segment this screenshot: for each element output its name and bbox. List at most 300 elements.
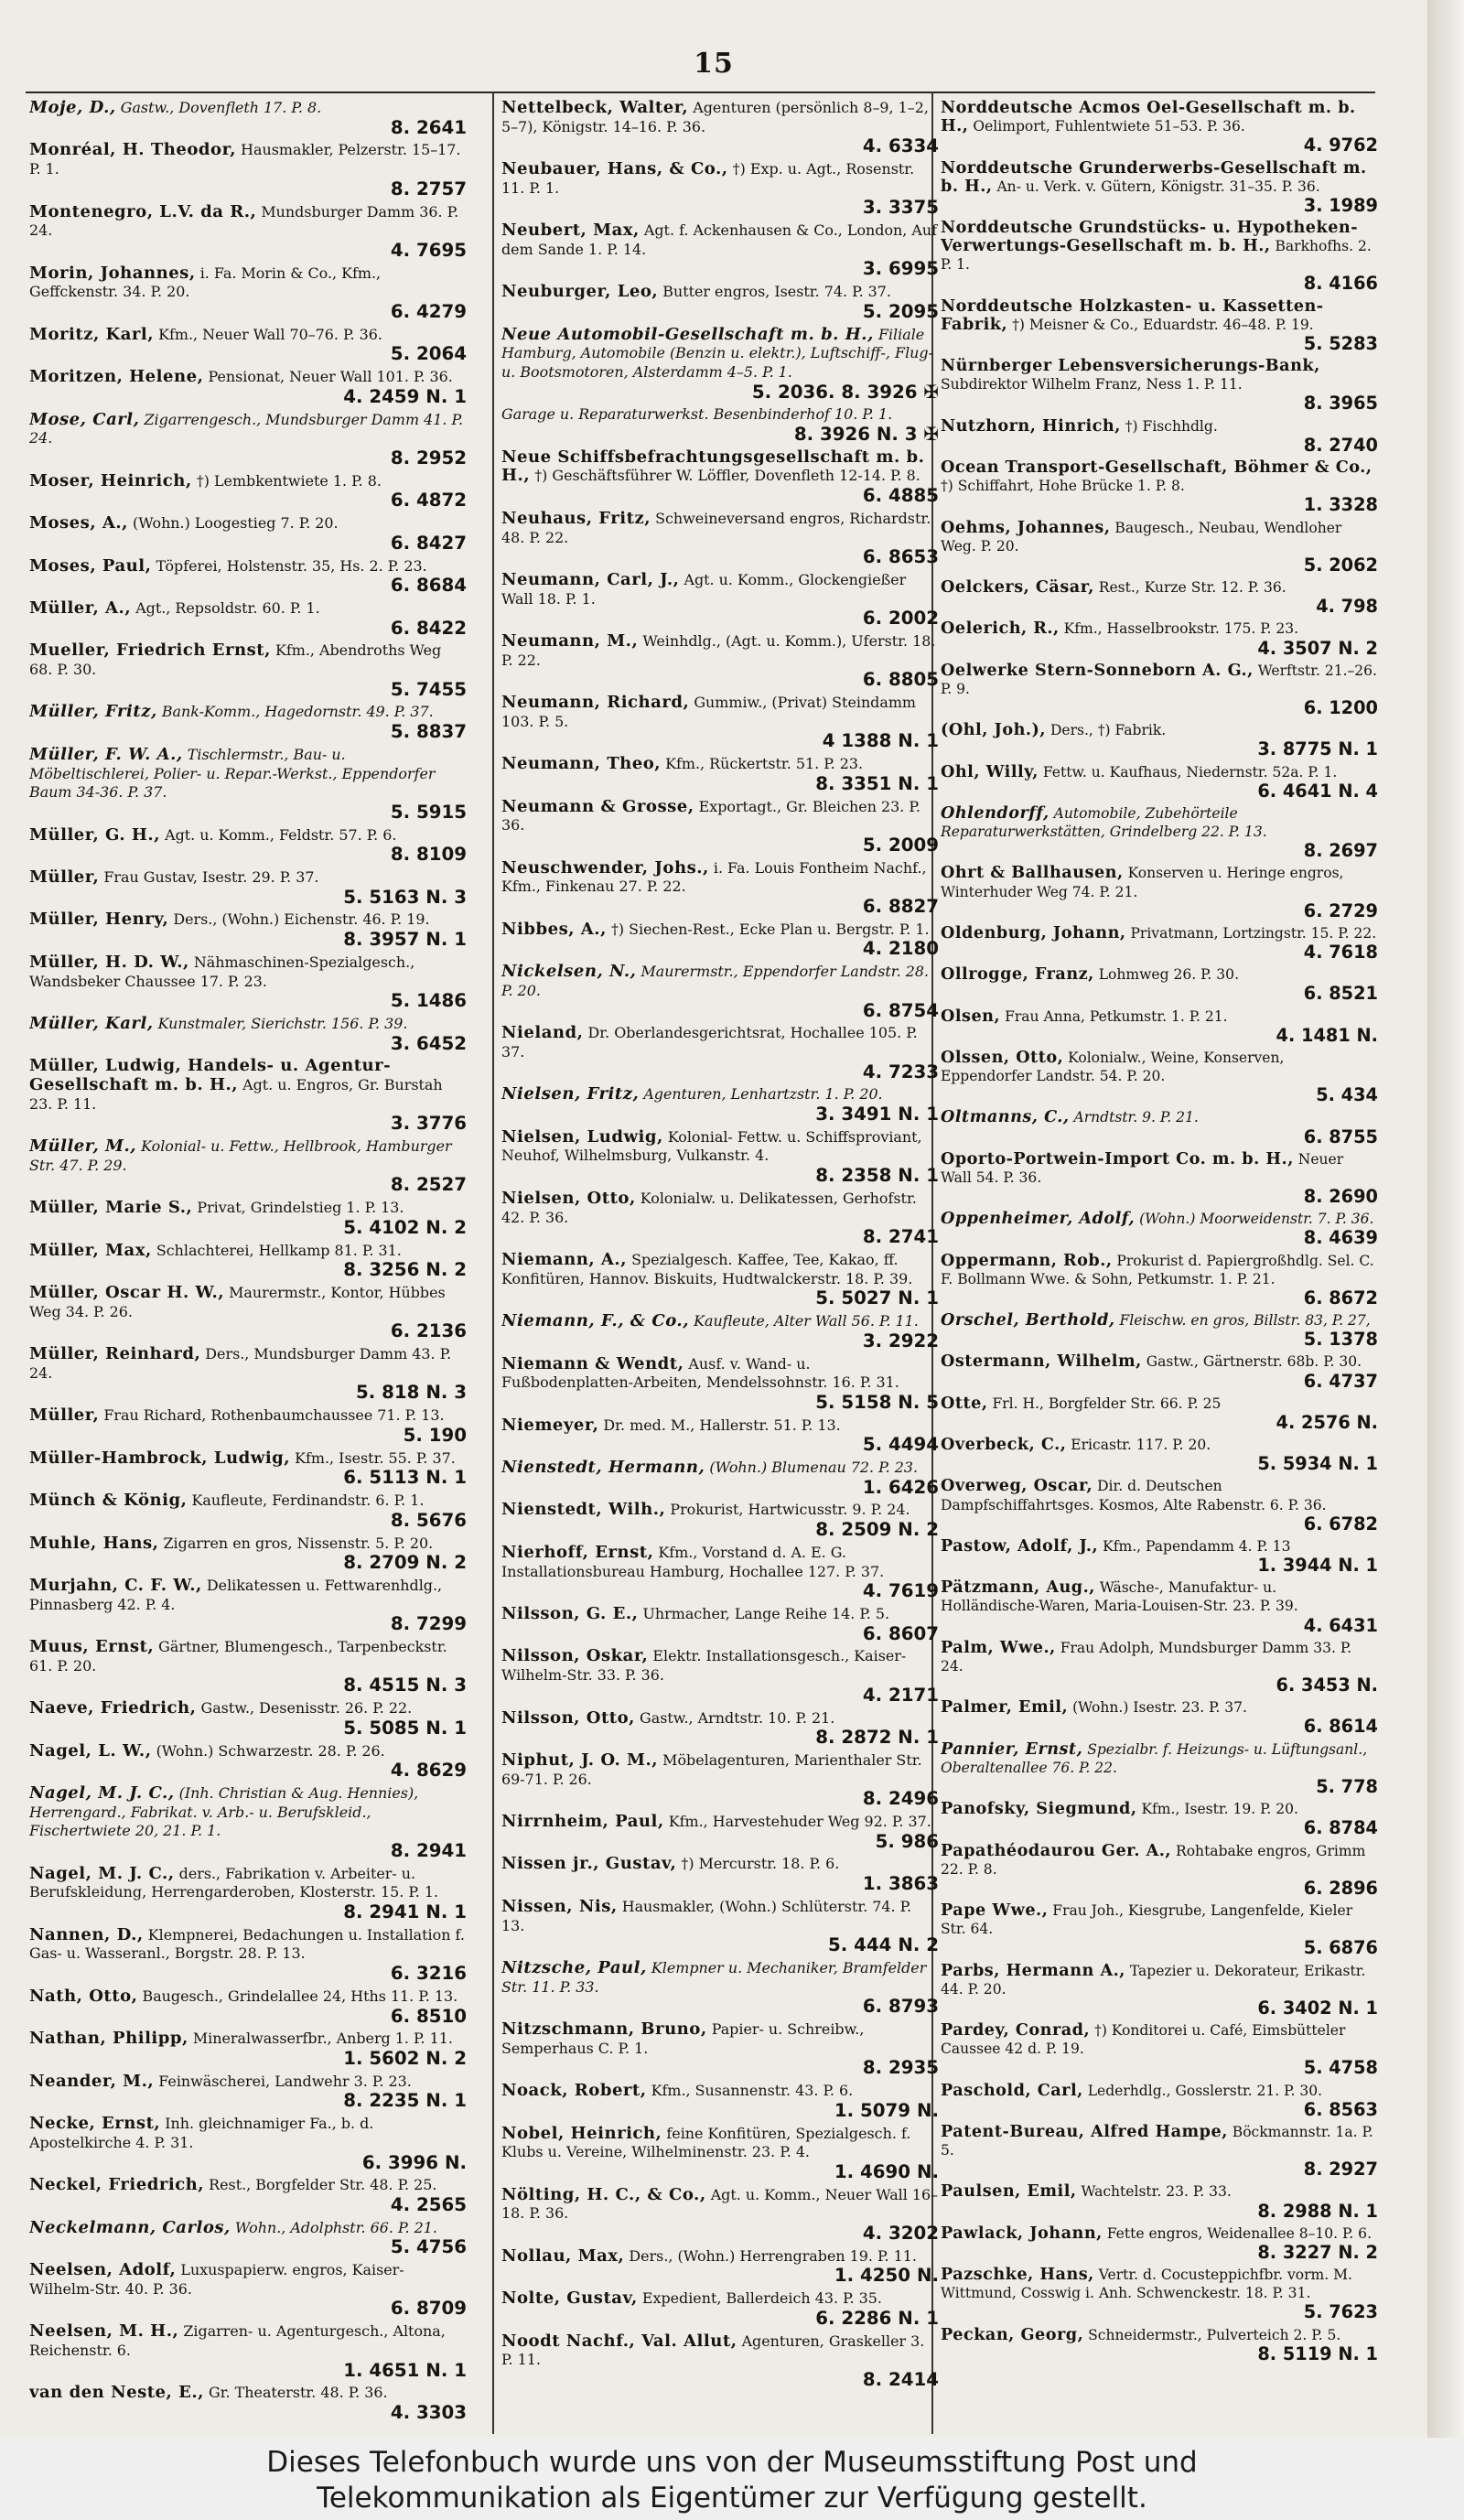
entry-phone-number: 6. 8427 bbox=[390, 532, 467, 554]
directory-entry bbox=[29, 1406, 467, 1445]
directory-entry bbox=[941, 2021, 1378, 2077]
entry-phone-number: 4. 7618 bbox=[1303, 942, 1378, 963]
entry-phone-number: 1. 5602 N. 2 bbox=[343, 2048, 467, 2069]
entry-phone-number: 5. 2036. 8. 3926 ✠ bbox=[751, 381, 939, 403]
entry-details: Kolonial- u. Fettw., Hellbrook, Hamburger Str. 47. P. 29. bbox=[29, 1137, 452, 1174]
entry-details: †) Meisner & Co., Eduardstr. 46–48. P. 19. bbox=[1012, 316, 1314, 333]
entry-phone-number: 6. 8793 bbox=[862, 1996, 939, 2017]
entry-details: Agenturen (persönlich 8–9, 1–2, 5–7), Königstr. 14–16. P. 36. bbox=[501, 99, 929, 135]
directory-entry bbox=[501, 1813, 939, 1851]
directory-entry bbox=[501, 2289, 939, 2328]
directory-entry bbox=[501, 2247, 939, 2286]
directory-entry bbox=[29, 1137, 467, 1195]
directory-entry bbox=[501, 1855, 939, 1893]
entry-details: Schneidermstr., Pulverteich 2. P. 5. bbox=[1088, 2326, 1341, 2343]
entry-phone-number: 6. 3216 bbox=[390, 1963, 467, 1984]
entry-name: Pazschke, Hans, bbox=[941, 2266, 1094, 2285]
entry-details: feine Konfitüren, Spezialgesch. f. Klubs u. Vereine, Wilhelminenstr. 23. P. 4. bbox=[501, 2124, 911, 2161]
directory-entry bbox=[501, 798, 939, 856]
entry-details: Agt. f. Ackenhausen & Co., London, Auf dem Sande 1. P. 14. bbox=[501, 221, 938, 258]
entry-name: Müller, Oscar H. W., bbox=[29, 1284, 225, 1303]
entry-phone-number: 6. 8754 bbox=[862, 999, 939, 1021]
entry-details: Fette engros, Weidenallee 8–10. P. 6. bbox=[1106, 2224, 1372, 2242]
entry-details: Agt. u. Komm., Glockengießer Wall 18. P. 1. bbox=[501, 570, 907, 608]
entry-details: Agenturen, Graskeller 3. P. 11. bbox=[501, 2332, 925, 2369]
entry-name: Moritzen, Helene, bbox=[29, 368, 204, 387]
entry-name: Neue Automobil-Gesellschaft m. b. H., bbox=[501, 325, 874, 344]
entry-details: Wäsche-, Manufaktur- u. Holländische-Waren, Maria-Louisen-Str. 23. P. 39. bbox=[941, 1579, 1298, 1615]
entry-phone-number: 8. 2709 N. 2 bbox=[343, 1552, 467, 1573]
directory-entry bbox=[941, 219, 1378, 293]
entry-phone-number: 5. 1378 bbox=[1303, 1329, 1378, 1350]
entry-details: Maurermstr., Eppendorfer Landstr. 28. P. 20. bbox=[501, 963, 930, 999]
entry-name: Ostermann, Wilhelm, bbox=[941, 1352, 1142, 1372]
entry-name: Patent-Bureau, Alfred Hampe, bbox=[941, 2122, 1228, 2141]
directory-entry bbox=[941, 965, 1378, 1003]
entry-details: Wachtelstr. 23. P. 33. bbox=[1081, 2183, 1232, 2201]
directory-entry bbox=[29, 703, 467, 741]
entry-name: Nathan, Philipp, bbox=[29, 2030, 188, 2049]
entry-details: Prokurist d. Papiergroßhdlg. Sel. C. F. Bollmann Wwe. & Sohn, Petkumstr. 1. P. 21. bbox=[941, 1252, 1374, 1287]
directory-entry bbox=[941, 1962, 1378, 2018]
entry-name: Oppenheimer, Adolf, bbox=[941, 1210, 1136, 1229]
entry-phone-number: 6. 8614 bbox=[1303, 1716, 1378, 1737]
directory-entry bbox=[501, 755, 939, 793]
entry-phone-number: 6. 8784 bbox=[1303, 1817, 1378, 1838]
entry-phone-number: 6. 4279 bbox=[390, 300, 467, 322]
entry-phone-number: 8. 7299 bbox=[390, 1613, 467, 1634]
entry-name: Otte, bbox=[941, 1394, 988, 1413]
directory-entry bbox=[29, 641, 467, 699]
entry-phone-number: 5. 5915 bbox=[390, 801, 467, 823]
entry-details: Frau Adolph, Mundsburger Damm 33. P. 24. bbox=[941, 1639, 1352, 1675]
entry-details: †) Mercurstr. 18. P. 6. bbox=[681, 1855, 840, 1873]
entry-name: Müller, Marie S., bbox=[29, 1199, 193, 1218]
directory-entry bbox=[941, 578, 1378, 616]
entry-phone-number: 4. 3202 bbox=[862, 2222, 939, 2244]
entry-phone-number: 4. 7695 bbox=[390, 239, 467, 261]
entry-name: Nibbes, A., bbox=[501, 920, 607, 939]
entry-name: Neelsen, Adolf, bbox=[29, 2261, 177, 2280]
entry-name: Oporto-Portwein-Import Co. m. b. H., bbox=[941, 1149, 1294, 1168]
entry-name: Neumann, Richard, bbox=[501, 694, 690, 713]
directory-entry bbox=[29, 411, 467, 468]
entry-details: Frau Joh., Kiesgrube, Langenfelde, Kieler Str. 64. bbox=[941, 1902, 1353, 1938]
entry-name: Ohlendorff, bbox=[941, 803, 1050, 823]
directory-entry bbox=[941, 1901, 1378, 1957]
directory-entry bbox=[941, 519, 1378, 575]
entry-details: Gastw., Gärtnerstr. 68b. P. 30. bbox=[1146, 1353, 1362, 1371]
entry-name: Moser, Heinrich, bbox=[29, 471, 192, 490]
entry-name: Nürnberger Lebensversicherungs-Bank, bbox=[941, 357, 1320, 376]
entry-name: Niemann, F., & Co., bbox=[501, 1312, 690, 1331]
entry-details: Lederhdlg., Gosslerstr. 21. P. 30. bbox=[1087, 2082, 1323, 2099]
entry-phone-number: 1. 4651 N. 1 bbox=[343, 2359, 467, 2381]
entry-name: Pannier, Ernst, bbox=[941, 1739, 1083, 1759]
entry-details: Kunstmaler, Sierichstr. 156. P. 39. bbox=[157, 1015, 408, 1032]
entry-details: Garage u. Reparaturwerkst. Besenbinderhof 10. P. 1. bbox=[501, 405, 893, 424]
entry-phone-number: 8. 2690 bbox=[1303, 1186, 1378, 1207]
entry-name: Nissen, Nis, bbox=[501, 1897, 618, 1916]
entry-phone-number: 8. 2927 bbox=[1303, 2159, 1378, 2180]
entry-name: Ollrogge, Franz, bbox=[941, 965, 1094, 985]
directory-entry bbox=[941, 2182, 1378, 2220]
directory-entry bbox=[501, 326, 939, 402]
directory-entry bbox=[29, 368, 467, 406]
entry-name: Müller, M., bbox=[29, 1137, 137, 1157]
directory-entry bbox=[941, 721, 1378, 759]
entry-details: †) Konditorei u. Café, Eimsbütteler Caussee 42 d. P. 19. bbox=[941, 2022, 1346, 2058]
entry-details: Baugesch., Neubau, Wendloher Weg. P. 20. bbox=[941, 519, 1342, 555]
directory-entry bbox=[29, 326, 467, 364]
directory-entry bbox=[501, 1416, 939, 1455]
entry-phone-number: 5. 7623 bbox=[1303, 2301, 1378, 2322]
entry-details: Lohmweg 26. P. 30. bbox=[1098, 966, 1240, 984]
entry-details: Gärtner, Blumengesch., Tarpenbeckstr. 61. P. 20. bbox=[29, 1638, 447, 1675]
entry-details: Uhrmacher, Lange Reihe 14. P. 5. bbox=[642, 1604, 890, 1622]
entry-phone-number: 1. 5079 N. bbox=[834, 2099, 939, 2121]
entry-phone-number: 6. 8510 bbox=[390, 2005, 467, 2027]
entry-name: Niemeyer, bbox=[501, 1416, 599, 1435]
directory-entry bbox=[501, 1251, 939, 1308]
directory-entry bbox=[29, 868, 467, 907]
directory-entry bbox=[501, 1501, 939, 1539]
entry-details: Privat, Grindelstieg 1. P. 13. bbox=[197, 1199, 404, 1217]
entry-details: Papier- u. Schreibw., Semperhaus C. P. 1. bbox=[501, 2020, 865, 2057]
entry-phone-number: 4. 6431 bbox=[1303, 1614, 1378, 1635]
entry-details: Kfm., Susannenstr. 43. P. 6. bbox=[651, 2082, 854, 2100]
entry-name: Oltmanns, C., bbox=[941, 1108, 1070, 1127]
entry-phone-number: 4 1388 N. 1 bbox=[822, 730, 939, 751]
entry-name: Nirrnheim, Paul, bbox=[501, 1813, 664, 1832]
directory-entry bbox=[501, 2082, 939, 2120]
entry-details: †) Exp. u. Agt., Rosenstr. 11. P. 1. bbox=[501, 160, 915, 197]
directory-entry bbox=[941, 1007, 1378, 1045]
directory-entry bbox=[941, 1639, 1378, 1695]
entry-name: Overbeck, C., bbox=[941, 1436, 1067, 1455]
entry-phone-number: 6. 2136 bbox=[390, 1320, 467, 1341]
entry-name: Nielsen, Ludwig, bbox=[501, 1127, 663, 1147]
entry-name: Nagel, L. W., bbox=[29, 1741, 152, 1761]
directory-entry bbox=[501, 510, 939, 567]
directory-entry bbox=[29, 1577, 467, 1634]
entry-details: Werftstr. 21.–26. P. 9. bbox=[941, 662, 1377, 697]
directory-entry bbox=[941, 619, 1378, 657]
entry-details: Kfm., Harvestehuder Weg 92. P. 37. bbox=[668, 1813, 931, 1831]
entry-details: †) Fischhdlg. bbox=[1125, 417, 1218, 435]
entry-phone-number: 8. 3926 N. 3 ✠ bbox=[793, 424, 939, 445]
directory-entry bbox=[501, 283, 939, 321]
top-rule bbox=[26, 92, 1375, 93]
entry-details: (Wohn.) Schwarzestr. 28. P. 26. bbox=[156, 1741, 385, 1760]
entry-phone-number: 5. 986 bbox=[875, 1830, 939, 1852]
entry-phone-number: 6. 8653 bbox=[862, 546, 939, 567]
entry-details: Gastw., Dovenfleth 17. P. 8. bbox=[120, 99, 322, 116]
directory-entry bbox=[29, 953, 467, 1011]
directory-entry bbox=[29, 2261, 467, 2319]
directory-entry bbox=[941, 297, 1378, 353]
entry-details: Maurermstr., Kontor, Hübbes Weg 34. P. 26. bbox=[29, 1284, 446, 1320]
entry-phone-number: 4. 2459 N. 1 bbox=[343, 385, 467, 407]
directory-entry bbox=[501, 1605, 939, 1643]
entry-details: Schlachterei, Hellkamp 81. P. 31. bbox=[156, 1241, 402, 1259]
entry-details: Kfm., Rückertstr. 51. P. 23. bbox=[665, 755, 864, 773]
directory-entry bbox=[29, 472, 467, 511]
entry-details: Kfm., Abendroths Weg 68. P. 30. bbox=[29, 641, 442, 679]
directory-entry bbox=[29, 2073, 467, 2111]
entry-phone-number: 6. 8563 bbox=[1303, 2098, 1378, 2119]
directory-entry bbox=[941, 1578, 1378, 1634]
directory-entry bbox=[941, 1477, 1378, 1533]
entry-name: Neander, M., bbox=[29, 2072, 155, 2091]
entry-details: Oelimport, Fuhlentwiete 51–53. P. 36. bbox=[973, 118, 1245, 135]
entry-name: Müller, Fritz, bbox=[29, 703, 157, 722]
entry-name: Niphut, J. O. M., bbox=[501, 1750, 659, 1770]
entry-name: Ohl, Willy, bbox=[941, 762, 1039, 781]
entry-phone-number: 8. 4515 N. 3 bbox=[343, 1675, 467, 1696]
directory-entry bbox=[941, 763, 1378, 801]
directory-entry bbox=[501, 921, 939, 959]
entry-phone-number: 4. 7619 bbox=[862, 1580, 939, 1601]
entry-phone-number: 6. 8607 bbox=[862, 1622, 939, 1644]
directory-entry bbox=[941, 1740, 1378, 1796]
entry-phone-number: 6. 2002 bbox=[862, 608, 939, 629]
entry-phone-number: 8. 2988 N. 1 bbox=[1257, 2200, 1378, 2221]
entry-details: Bank-Komm., Hagedornstr. 49. P. 37. bbox=[161, 703, 434, 721]
entry-phone-number: 3. 2922 bbox=[862, 1330, 939, 1352]
entry-name: Overweg, Oscar, bbox=[941, 1477, 1093, 1496]
entry-phone-number: 4. 9762 bbox=[1303, 135, 1378, 156]
entry-details: Gummiw., (Privat) Steindamm 103. P. 5. bbox=[501, 694, 917, 730]
entry-details: Delikatessen u. Fettwarenhdlg., Pinnasberg 42. P. 4. bbox=[29, 1577, 443, 1613]
entry-name: Müller, bbox=[29, 868, 100, 888]
entry-phone-number: 6. 1200 bbox=[1303, 697, 1378, 717]
directory-entry bbox=[501, 2020, 939, 2078]
entry-details: Kolonial- Fettw. u. Schiffsproviant, Neuhof, Wilhelmsburg, Vulkanstr. 4. bbox=[501, 1127, 922, 1165]
entry-name: Neubauer, Hans, & Co., bbox=[501, 160, 728, 179]
directory-entry bbox=[941, 99, 1378, 155]
directory-entry bbox=[501, 1709, 939, 1748]
directory-entry bbox=[29, 557, 467, 596]
entry-details: Barkhofhs. 2. P. 1. bbox=[941, 238, 1372, 274]
entry-name: Moses, A., bbox=[29, 514, 128, 533]
entry-phone-number: 1. 4250 N. bbox=[834, 2265, 939, 2286]
directory-column-2 bbox=[501, 99, 939, 2394]
entry-name: Nielsen, Otto, bbox=[501, 1189, 636, 1208]
entry-details: Tischlermstr., Bau- u. Möbeltischlerei, Polier- u. Repar.-Werkst., Eppendorfer Baum 34-36. P. 37. bbox=[29, 745, 436, 802]
entry-name: (Ohl, Joh.), bbox=[941, 721, 1046, 740]
entry-phone-number: 8. 3957 N. 1 bbox=[343, 929, 467, 950]
entry-phone-number: 6. 8422 bbox=[390, 617, 467, 639]
entry-name: Murjahn, C. F. W., bbox=[29, 1577, 202, 1596]
directory-entry bbox=[29, 1987, 467, 2026]
directory-entry bbox=[941, 2224, 1378, 2262]
entry-phone-number: 8. 2740 bbox=[1303, 434, 1378, 455]
entry-phone-number: 6. 8805 bbox=[862, 669, 939, 690]
entry-name: Nollau, Max, bbox=[501, 2246, 625, 2266]
entry-phone-number: 6. 6782 bbox=[1303, 1513, 1378, 1534]
entry-name: Noodt Nachf., Val. Allut, bbox=[501, 2332, 737, 2351]
entry-phone-number: 6. 4872 bbox=[390, 490, 467, 511]
entry-phone-number: 1. 3863 bbox=[862, 1873, 939, 1894]
directory-entry bbox=[941, 1108, 1378, 1146]
entry-name: Neelsen, M. H., bbox=[29, 2322, 179, 2342]
entry-name: Oehms, Johannes, bbox=[941, 518, 1111, 537]
entry-phone-number: 6. 4641 N. 4 bbox=[1257, 780, 1378, 801]
entry-phone-number: 6. 5113 N. 1 bbox=[343, 1467, 467, 1488]
directory-entry bbox=[941, 1252, 1378, 1308]
entry-phone-number: 5. 5163 N. 3 bbox=[343, 886, 467, 908]
entry-details: Mineralwasserfbr., Anberg 1. P. 11. bbox=[192, 2030, 453, 2048]
entry-name: Müller, F. W. A., bbox=[29, 745, 183, 764]
entry-phone-number: 4. 798 bbox=[1316, 596, 1378, 617]
directory-entry bbox=[501, 2186, 939, 2244]
entry-name: Nienstedt, Wilh., bbox=[501, 1501, 666, 1520]
directory-entry bbox=[941, 864, 1378, 920]
directory-entry bbox=[29, 1699, 467, 1738]
directory-entry bbox=[29, 1057, 467, 1133]
directory-entry bbox=[29, 2219, 467, 2257]
directory-entry bbox=[501, 1024, 939, 1082]
directory-entry bbox=[29, 1535, 467, 1573]
directory-entry bbox=[29, 141, 467, 199]
entry-name: Nath, Otto, bbox=[29, 1987, 138, 2006]
entry-details: Dr. med. M., Hallerstr. 51. P. 13. bbox=[603, 1416, 841, 1434]
directory-entry bbox=[501, 221, 939, 279]
entry-details: Baugesch., Grindelallee 24, Hths 11. P. 13. bbox=[142, 1987, 458, 2005]
directory-entry bbox=[501, 1751, 939, 1809]
entry-details: Klempnerei, Bedachungen u. Installation f. Gas- u. Wasseranl., Borgstr. 28. P. 13. bbox=[29, 1925, 465, 1963]
directory-entry bbox=[29, 99, 467, 137]
entry-phone-number: 5. 434 bbox=[1316, 1084, 1378, 1105]
entry-name: Papathéodaurou Ger. A., bbox=[941, 1841, 1172, 1860]
entry-details: Prokurist, Hartwicusstr. 9. P. 24. bbox=[670, 1501, 910, 1519]
entry-name: Neuburger, Leo, bbox=[501, 283, 659, 302]
entry-name: Pawlack, Johann, bbox=[941, 2224, 1103, 2243]
entry-details: (Inh. Christian & Aug. Hennies), Herrengard., Fabrikat. v. Arb.- u. Berufskleid., Fischertwiete 20, 21. P. 1. bbox=[29, 1784, 419, 1840]
entry-details: Gastw., Desenisstr. 26. P. 22. bbox=[200, 1699, 413, 1718]
directory-entry bbox=[501, 859, 939, 917]
entry-details: Feinwäscherei, Landwehr 3. P. 23. bbox=[158, 2072, 412, 2090]
entry-details: Dir. d. Deutschen Dampfschiffahrtsges. Kosmos, Alte Rabenstr. 6. P. 36. bbox=[941, 1478, 1327, 1513]
entry-name: Müller-Hambrock, Ludwig, bbox=[29, 1448, 291, 1468]
entry-details: Automobile, Zubehörteile Reparaturwerkstätten, Grindelberg 22. P. 13. bbox=[941, 804, 1267, 841]
entry-name: Naeve, Friedrich, bbox=[29, 1699, 197, 1718]
entry-name: Oelerich, R., bbox=[941, 619, 1060, 639]
entry-name: Neckel, Friedrich, bbox=[29, 2176, 205, 2195]
directory-entry bbox=[29, 1449, 467, 1488]
directory-entry bbox=[501, 963, 939, 1020]
entry-name: Nilsson, Oskar, bbox=[501, 1647, 649, 1666]
entry-phone-number: 4. 1481 N. bbox=[1276, 1024, 1378, 1045]
entry-details: i. Fa. Louis Fontheim Nachf., Kfm., Finkenau 27. P. 22. bbox=[501, 858, 927, 896]
entry-name: Nagel, M. J. C., bbox=[29, 1864, 175, 1883]
entry-phone-number: 5. 6876 bbox=[1303, 1937, 1378, 1958]
entry-phone-number: 3. 6995 bbox=[862, 258, 939, 279]
entry-details: Butter engros, Isestr. 74. P. 37. bbox=[662, 283, 891, 301]
entry-details: An- u. Verk. v. Gütern, Königstr. 31–35. P. 36. bbox=[996, 178, 1320, 195]
entry-details: Schweineversand engros, Richardstr. 48. P. 22. bbox=[501, 509, 931, 546]
entry-phone-number: 8. 2527 bbox=[390, 1174, 467, 1195]
entry-name: Norddeutsche Grunderwerbs-Gesellschaft m. b. H., bbox=[941, 158, 1367, 196]
column-divider bbox=[492, 92, 494, 2434]
entry-details: Frl. H., Borgfelder Str. 66. P. 25 bbox=[992, 1395, 1222, 1412]
entry-name: Nilsson, Otto, bbox=[501, 1708, 635, 1728]
entry-details: Luxuspapierw. engros, Kaiser-Wilhelm-Str. 40. P. 36. bbox=[29, 2261, 404, 2298]
entry-details: †) Lembkentwiete 1. P. 8. bbox=[196, 471, 382, 490]
directory-entry bbox=[941, 417, 1378, 455]
entry-details: Kfm., Papendamm 4. P. 13 bbox=[1103, 1537, 1291, 1555]
entry-name: Monréal, H. Theodor, bbox=[29, 141, 237, 160]
entry-details: Frau Richard, Rothenbaumchaussee 71. P. 13. bbox=[103, 1406, 445, 1425]
entry-name: Mose, Carl, bbox=[29, 410, 140, 429]
entry-phone-number: 5. 5283 bbox=[1303, 332, 1378, 353]
entry-details: Mundsburger Damm 36. P. 24. bbox=[29, 202, 459, 240]
directory-entry bbox=[29, 514, 467, 553]
entry-name: Neckelmann, Carlos, bbox=[29, 2218, 231, 2237]
entry-details: Konserven u. Heringe engros, Winterhuder Weg 74. P. 21. bbox=[941, 865, 1344, 900]
directory-entry bbox=[29, 2322, 467, 2380]
directory-entry bbox=[941, 357, 1378, 413]
page-edge bbox=[1427, 0, 1464, 2438]
entry-details: Kfm., Isestr. 55. P. 37. bbox=[295, 1448, 456, 1467]
entry-details: i. Fa. Morin & Co., Kfm., Geffckenstr. 34. P. 20. bbox=[29, 264, 382, 301]
directory-entry bbox=[29, 1242, 467, 1280]
directory-entry bbox=[501, 1544, 939, 1601]
entry-details: Klempner u. Mechaniker, Bramfelder Str. 11. P. 33. bbox=[501, 1958, 927, 1996]
entry-details: Nähmaschinen-Spezialgesch., Wandsbeker Chaussee 17. P. 23. bbox=[29, 953, 415, 990]
directory-entry bbox=[29, 2176, 467, 2214]
entry-phone-number: 8. 4166 bbox=[1303, 273, 1378, 294]
entry-name: Norddeutsche Holzkasten- u. Kassetten-Fabrik, bbox=[941, 296, 1324, 334]
entry-details: †) Schiffahrt, Hohe Brücke 1. P. 8. bbox=[941, 478, 1185, 495]
entry-name: Müller, H. D. W., bbox=[29, 953, 189, 972]
entry-name: Müller, bbox=[29, 1406, 100, 1426]
entry-name: Nilsson, G. E., bbox=[501, 1604, 639, 1623]
entry-name: Oldenburg, Johann, bbox=[941, 923, 1126, 942]
entry-phone-number: 5. 2009 bbox=[862, 834, 939, 856]
entry-phone-number: 8. 2235 N. 1 bbox=[343, 2090, 467, 2111]
entry-details: Privatmann, Lortzingstr. 15. P. 22. bbox=[1130, 924, 1377, 942]
entry-details: Agt. u. Komm., Neuer Wall 16–18. P. 36. bbox=[501, 2185, 939, 2223]
entry-details: Kolonialw., Weine, Konserven, Eppendorfer Landstr. 54. P. 20. bbox=[941, 1049, 1285, 1085]
entry-name: Nannen, D., bbox=[29, 1925, 144, 1944]
entry-name: Münch & König, bbox=[29, 1492, 188, 1511]
entry-phone-number: 4. 3303 bbox=[390, 2401, 467, 2423]
entry-name: Nutzhorn, Hinrich, bbox=[941, 416, 1121, 436]
entry-name: Neuhaus, Fritz, bbox=[501, 509, 651, 528]
entry-details: (Wohn.) Blumenau 72. P. 23. bbox=[709, 1459, 919, 1477]
entry-phone-number: 5. 1486 bbox=[390, 990, 467, 1011]
entry-details: Töpferei, Holstenstr. 35, Hs. 2. P. 23. bbox=[156, 556, 427, 575]
entry-name: Müller, G. H., bbox=[29, 825, 161, 845]
entry-name: Niemann, A., bbox=[501, 1251, 627, 1269]
entry-phone-number: 8. 2952 bbox=[390, 447, 467, 468]
entry-phone-number: 6. 8755 bbox=[1303, 1125, 1378, 1147]
directory-entry bbox=[941, 1436, 1378, 1473]
entry-phone-number: 6. 4885 bbox=[862, 485, 939, 506]
directory-column-3 bbox=[941, 99, 1378, 2367]
entry-phone-number: 5. 8837 bbox=[390, 721, 467, 742]
entry-details: Agt. u. Engros, Gr. Burstah 23. P. 11. bbox=[29, 1076, 443, 1113]
entry-phone-number: 4. 2576 N. bbox=[1276, 1411, 1378, 1432]
entry-details: Dr. Oberlandesgerichtsrat, Hochallee 105. P. 37. bbox=[501, 1024, 918, 1061]
directory-entry bbox=[941, 1049, 1378, 1104]
entry-details: Weinhdlg., (Agt. u. Komm.), Uferstr. 18. P. 22. bbox=[501, 632, 936, 669]
entry-name: Mueller, Friedrich Ernst, bbox=[29, 641, 271, 661]
directory-entry bbox=[29, 264, 467, 322]
entry-name: Nickelsen, N., bbox=[501, 963, 637, 982]
